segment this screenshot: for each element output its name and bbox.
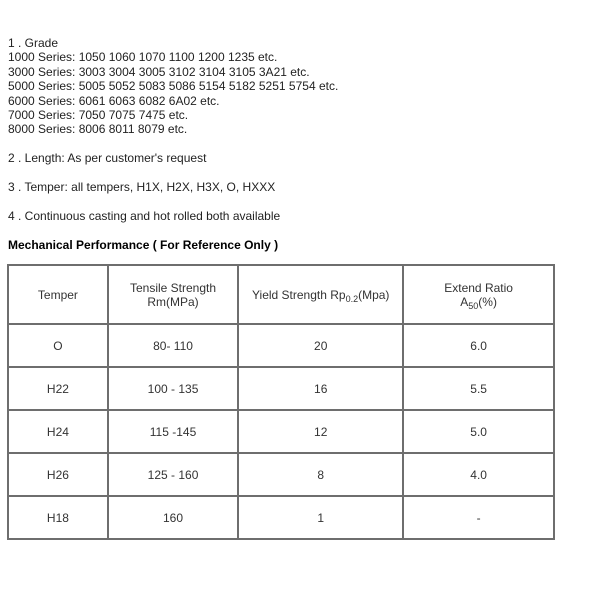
cell-extend: 5.0 bbox=[403, 410, 554, 453]
cell-temper: H18 bbox=[8, 496, 108, 539]
temper-info: 3 . Temper: all tempers, H1X, H2X, H3X, O, HXXX bbox=[8, 180, 276, 195]
header-extend-sub: 50 bbox=[468, 300, 479, 311]
cell-tensile: 125 - 160 bbox=[108, 453, 238, 496]
table-header-row bbox=[8, 265, 554, 324]
cell-yield: 12 bbox=[238, 410, 403, 453]
series-8000: 8000 Series: 8006 8011 8079 etc. bbox=[8, 122, 188, 137]
series-3000: 3000 Series: 3003 3004 3005 3102 3104 3105 3A21 etc. bbox=[8, 64, 310, 79]
header-tensile bbox=[108, 265, 238, 324]
grade-title: 1 . Grade bbox=[8, 36, 59, 50]
casting-info: 4 . Continuous casting and hot rolled both available bbox=[8, 208, 281, 223]
table-row bbox=[8, 410, 554, 453]
cell-yield: 16 bbox=[238, 367, 403, 410]
cell-tensile: 115 -145 bbox=[108, 410, 238, 453]
mechanical-performance-table bbox=[7, 264, 555, 540]
length-info: 2 . Length: As per customer's request bbox=[8, 151, 207, 166]
cell-yield: 1 bbox=[238, 496, 403, 539]
header-temper bbox=[8, 265, 108, 324]
spacer bbox=[8, 166, 592, 180]
spacer bbox=[8, 223, 592, 237]
cell-temper: H22 bbox=[8, 367, 108, 410]
header-extend bbox=[403, 265, 554, 324]
cell-yield: 8 bbox=[238, 453, 403, 496]
header-extend-prefix: A bbox=[460, 294, 469, 309]
series-6000: 6000 Series: 6061 6063 6082 6A02 etc. bbox=[8, 93, 220, 108]
cell-tensile: 100 - 135 bbox=[108, 367, 238, 410]
spacer bbox=[8, 194, 592, 208]
cell-temper: O bbox=[8, 324, 108, 367]
header-yield-suffix: (Mpa) bbox=[358, 287, 390, 302]
header-yield-prefix: Yield Strength Rp bbox=[251, 287, 346, 302]
cell-extend: 4.0 bbox=[403, 453, 554, 496]
header-extend-suffix: (%) bbox=[478, 294, 497, 309]
header-temper-label: Temper bbox=[37, 287, 78, 302]
table-row bbox=[8, 324, 554, 367]
table-row bbox=[8, 453, 554, 496]
header-tensile-line2: Rm(MPa) bbox=[147, 294, 199, 309]
table-row bbox=[8, 367, 554, 410]
series-5000: 5000 Series: 5005 5052 5083 5086 5154 5182 5251 5754 etc. bbox=[8, 79, 339, 94]
cell-extend: - bbox=[403, 496, 554, 539]
cell-extend: 6.0 bbox=[403, 324, 554, 367]
header-yield-sub: 0.2 bbox=[345, 293, 359, 304]
cell-yield: 20 bbox=[238, 324, 403, 367]
product-info bbox=[8, 36, 592, 252]
header-extend-line1: Extend Ratio bbox=[444, 280, 513, 295]
header-yield bbox=[238, 265, 403, 324]
cell-tensile: 160 bbox=[108, 496, 238, 539]
table-title: Mechanical Performance ( For Reference Only ) bbox=[8, 237, 279, 252]
cell-temper: H24 bbox=[8, 410, 108, 453]
cell-tensile: 80- 110 bbox=[108, 324, 238, 367]
series-7000: 7000 Series: 7050 7075 7475 etc. bbox=[8, 108, 189, 123]
cell-extend: 5.5 bbox=[403, 367, 554, 410]
cell-temper: H26 bbox=[8, 453, 108, 496]
series-1000: 1000 Series: 1050 1060 1070 1100 1200 1235 etc. bbox=[8, 50, 278, 65]
table-row bbox=[8, 496, 554, 539]
spacer bbox=[8, 137, 592, 151]
header-tensile-line1: Tensile Strength bbox=[129, 280, 217, 295]
